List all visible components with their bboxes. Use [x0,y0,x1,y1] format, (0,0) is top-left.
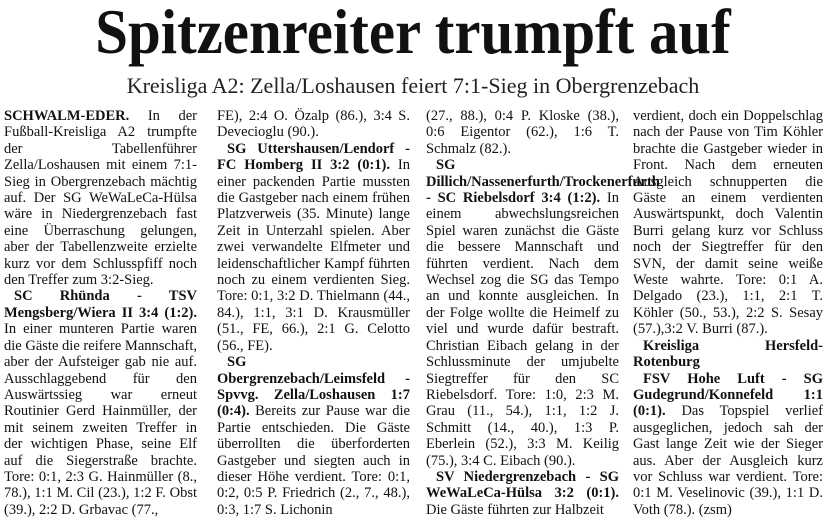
match-report-uttershausen [217,141,410,354]
match-text-niedergrenzebach: Die Gäste führten zur Halbzeit [426,502,604,518]
match-text-obergrenzebach: Bereits zur Pause war die Partie entschieden. Die Gäste überrollten die überforderten Gastgeber und siegten auch in dieser Höhe verdient. Tore: 0:1, 0:2, 0:5 P. Friedrich (2., 7., 48.), 0:3, 1:7 S. Lichonin [217,403,410,517]
match-heading-dillich: SG Dillich/Nassenerfurth/Trockenerfurth - SC Riebelsdorf 3:4 (1:2). [426,157,660,206]
match-heading-uttershausen: SG Uttershausen/Lendorf - FC Homberg II 3:2 (0:1). [217,141,410,173]
match-heading-rhuenda: SC Rhünda - TSV Mengsberg/Wiera II 3:4 (1:2). [4,288,197,320]
paragraph-intro [4,108,197,288]
article-column-2 [217,108,410,493]
article-column-1 [4,108,197,493]
match-heading-hohe-luft: FSV Hohe Luft - SG Gudegrund/Konnefeld 1:1 (0:1). [633,371,823,420]
match-report-rhuenda [4,288,197,518]
match-report-niedergrenzebach [426,469,619,518]
match-text-uttershausen: In einer packenden Partie mussten die Gastgeber nach einem frühen Platzverweis (35. Minute) lange Zeit in Unterzahl spielen. Aber zwei verwandelte Elfmeter und leidenschaftlicher Kampf führten noch zu einem verdienten Sieg. Tore: 0:1, 3:2 D. Thielmann (44., 84.), 1:1, 3:1 D. Krausmüller (51., FE, 66.), 2:1 G. Celotto (56., FE). [217,157,410,353]
league-heading-hersfeld [633,338,823,371]
match-report-obergrenzebach [217,354,410,518]
match-heading-niedergrenzebach: SV Niedergrenzebach - SG WeWaLeCa-Hülsa 3:2 (0:1). [426,469,619,501]
headline: Spitzenreiter trumpft auf [33,0,793,64]
intro-text: In der Fußball-Kreisliga A2 trumpfte der Tabellenführer Zella/Loshausen mit einem 7:1-Sieg in Obergrenzebach mächtig auf. Der SG WeWaLeCa-Hülsa wäre in Niedergrenzebach fast eine Überraschung gelungen, aber der Tabellenzweite erzielte kurz vor dem Schlusspfiff noch den Treffer zum 3:2-Sieg. [4,108,197,288]
continued-text: FE), 2:4 O. Özalp (86.), 3:4 S. Devecioglu (90.). [217,108,410,141]
article-column-3 [426,108,619,493]
match-text-rhuenda: In einer munteren Partie waren die Gäste die reifere Mannschaft, aber der Aufsteiger gab nie auf. Ausschlaggebend für den Auswärtssieg war erneut Routinier Gerd Hainmüller, der mit seinem zweiten Treffer in der wichtigen Phase, seine Elf auf die Siegerstraße brachte. Tore: 0:1, 2:3 G. Hainmüller (8., 78.), 1:1 M. Cil (23.), 1:2 F. Obst (39.), 2:2 D. Grbavac (77., [4,321,197,517]
match-text-hohe-luft: Das Topspiel verlief ausgeglichen, jedoch sah der Gast lange Zeit wie der Sieger aus. Aber der Ausgleich kurz vor Schluss war verdient. Tore: 0:1 M. Veselinovic (39.), 1:1 D. Voth (78.). (zsm) [633,403,823,517]
continued-text: verdient, doch ein Doppelschlag nach der Pause von Tim Köhler brachte die Gastgeber wieder in Front. Nach dem erneuten Ausgleich schnupperten die Gäste an einem verdienten Auswärtspunkt, doch Valentin Burri gelang kurz vor Schluss noch der Siegtreffer für den SVN, der damit seine weiße Weste wahrte. Tore: 0:1 A. Delgado (23.), 1:1, 2:1 T. Köhler (50., 53.), 2:2 S. Sesay (57.),3:2 V. Burri (87.). [633,108,823,338]
match-heading-obergrenzebach: SG Obergrenzebach/Leimsfeld - Spvvg. Zella/Loshausen 1:7 (0:4). [217,354,410,419]
match-text-dillich: In einem abwechslungsreichen Spiel waren zunächst die Gäste die bessere Mannschaft und führten verdient. Nach dem Wechsel zog die SG das Tempo an und konnte ausgleichen. In der Folge wollte die Heimelf zu viel und wurde dafür bestraft. Christian Eibach gelang in der Schlussminute der umjubelte Siegtreffer für den SC Riebelsdorf. Tore: 1:0, 2:3 M. Grau (11., 54.), 1:1, 1:2 J. Schmitt (14., 40.), 1:3 P. Eberlein (52.), 3:3 M. Keilig (75.), 3:4 C. Eibach (90.). [426,190,619,469]
match-report-hohe-luft [633,371,823,518]
league-heading-text: Kreisliga Hersfeld-Rotenburg [633,338,823,370]
dateline: SCHWALM-EDER. [4,108,129,124]
subheadline: Kreisliga A2: Zella/Loshausen feiert 7:1-Sieg in Obergrenzebach [0,74,826,98]
match-report-dillich [426,157,619,469]
article-column-4 [633,108,823,493]
continued-text: (27., 88.), 0:4 P. Kloske (38.), 0:6 Eigentor (62.), 1:6 T. Schmalz (82.). [426,108,619,157]
